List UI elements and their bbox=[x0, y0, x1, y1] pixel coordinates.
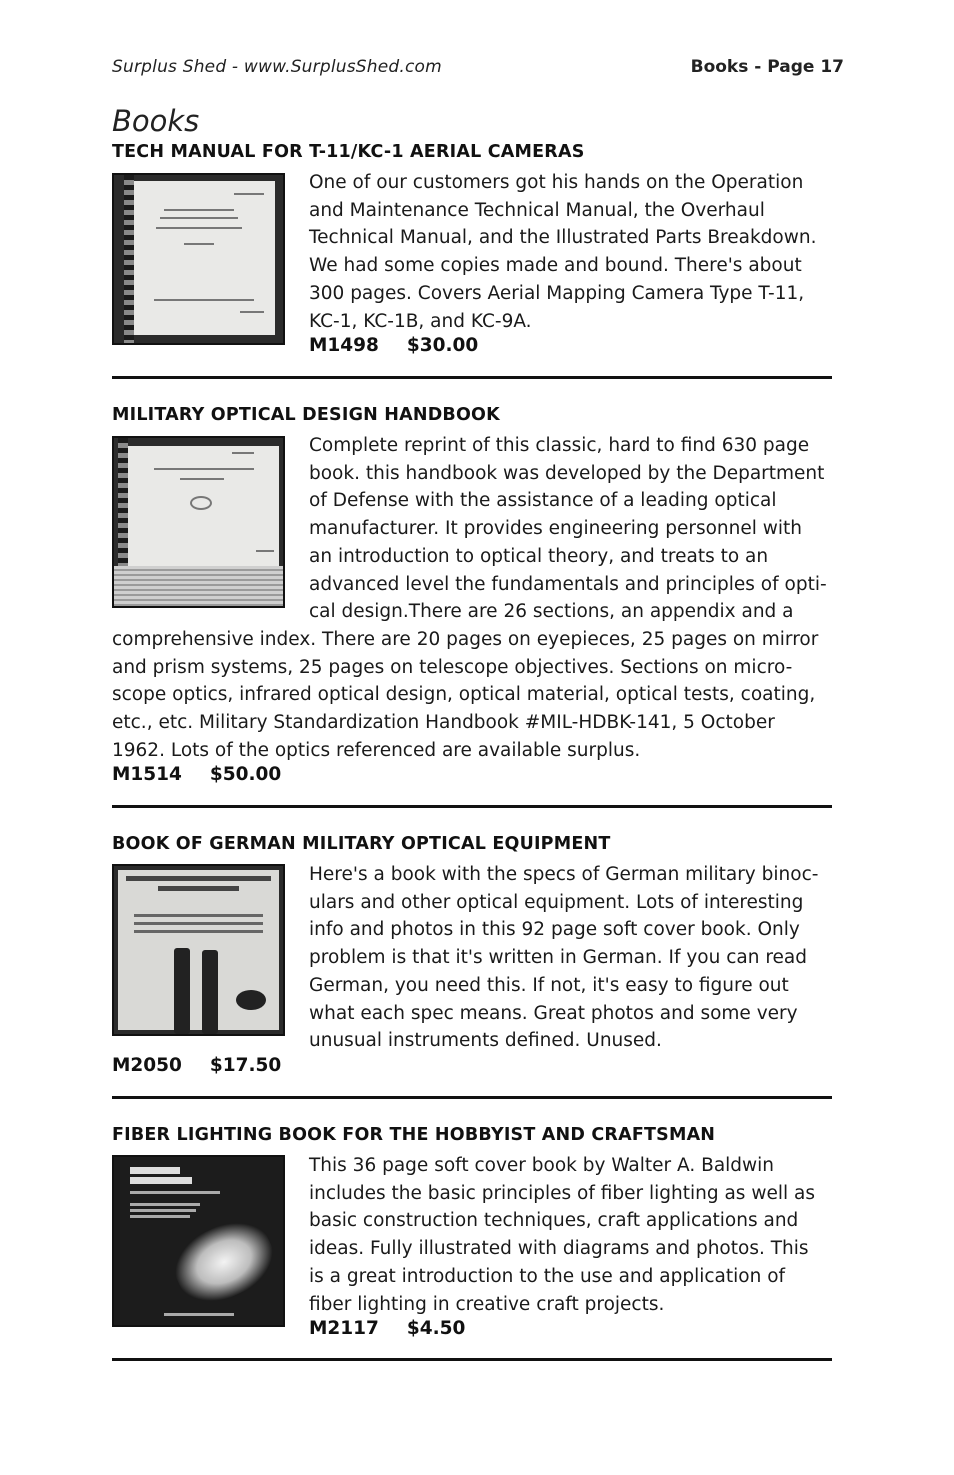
section-divider bbox=[112, 1096, 832, 1099]
section-divider bbox=[112, 376, 832, 379]
product-description: This 36 page soft cover book by Walter A. Baldwin includes the basic principles of fiber lighting as well as basic construction techniques, craft applications and ideas. Fully illustrated with diagrams and photos. This is a great introduction to the use and application of fiber lighting in creative craft projects. bbox=[309, 1155, 815, 1315]
page-header bbox=[112, 57, 844, 85]
product-price bbox=[309, 335, 478, 356]
product-description: Complete reprint of this classic, hard to find 630 page book. this handbook was developed by the Department of Defense with the assistance of a leading optical manufacturer. It provides engineering personnel with an introduction to optical theory, and treats to an advanced level the fundamentals and principles of opti- cal design.There are 26 sections, an appendix and a bbox=[309, 435, 827, 623]
product-description: One of our customers got his hands on the Operation and Maintenance Technical Manual, the Overhaul Technical Manual, and the Illustrated Parts Breakdown. We had some copies made and bound. There's about 300 pages. Covers Aerial Mapping Camera Type T-11, KC-1, KC-1B, and KC-9A. bbox=[309, 172, 817, 332]
section-divider bbox=[112, 805, 832, 808]
product-optical-design-handbook bbox=[112, 405, 842, 795]
page-number-label: Books - Page 17 bbox=[690, 57, 844, 77]
product-sku: M2050 bbox=[112, 1055, 182, 1076]
product-price-value: $50.00 bbox=[209, 764, 282, 785]
product-title: FIBER LIGHTING BOOK FOR THE HOBBYIST AND CRAFTSMAN bbox=[112, 1125, 716, 1145]
product-price-value: $30.00 bbox=[406, 335, 479, 356]
product-price bbox=[112, 1055, 281, 1076]
product-image-optical-handbook bbox=[112, 436, 285, 608]
product-price bbox=[309, 1318, 465, 1339]
product-image-german-book bbox=[112, 864, 285, 1036]
product-description: Here's a book with the specs of German military binoc- ulars and other optical equipment. Lots of interesting info and photos in this 92 page soft cover book. Only problem is that it's written in German. If you can read German, you need this. If not, it's easy to figure out what each spec means. Great photos and some very unusual instruments defined. Unused. bbox=[309, 864, 819, 1052]
product-image-fiber-lighting bbox=[112, 1155, 285, 1327]
product-tech-manual bbox=[112, 142, 842, 362]
product-description-continued: comprehensive index. There are 20 pages on eyepieces, 25 pages on mirror and prism systems, 25 pages on telescope objectives. Sections on micro- scope optics, infrared optical design, optical material, optical tests, coating, etc., etc. Military Standardization Handbook #MIL-HDBK-141, 5 October 1962. Lots of the optics referenced are available surplus. bbox=[112, 629, 819, 761]
product-fiber-lighting-book bbox=[112, 1125, 842, 1345]
product-german-optical-equipment bbox=[112, 834, 842, 1084]
product-image-tech-manual bbox=[112, 173, 285, 345]
product-price-value: $17.50 bbox=[209, 1055, 282, 1076]
product-sku: M2117 bbox=[309, 1318, 379, 1339]
product-price-value: $4.50 bbox=[406, 1318, 466, 1339]
section-title: Books bbox=[112, 104, 200, 138]
product-title: MILITARY OPTICAL DESIGN HANDBOOK bbox=[112, 405, 500, 425]
product-title: BOOK OF GERMAN MILITARY OPTICAL EQUIPMENT bbox=[112, 834, 611, 854]
product-price bbox=[112, 764, 281, 785]
section-divider bbox=[112, 1358, 832, 1361]
product-title: TECH MANUAL FOR T-11/KC-1 AERIAL CAMERAS bbox=[112, 142, 585, 162]
catalog-site-name: Surplus Shed - www.SurplusShed.com bbox=[112, 57, 442, 77]
product-sku: M1514 bbox=[112, 764, 182, 785]
product-sku: M1498 bbox=[309, 335, 379, 356]
